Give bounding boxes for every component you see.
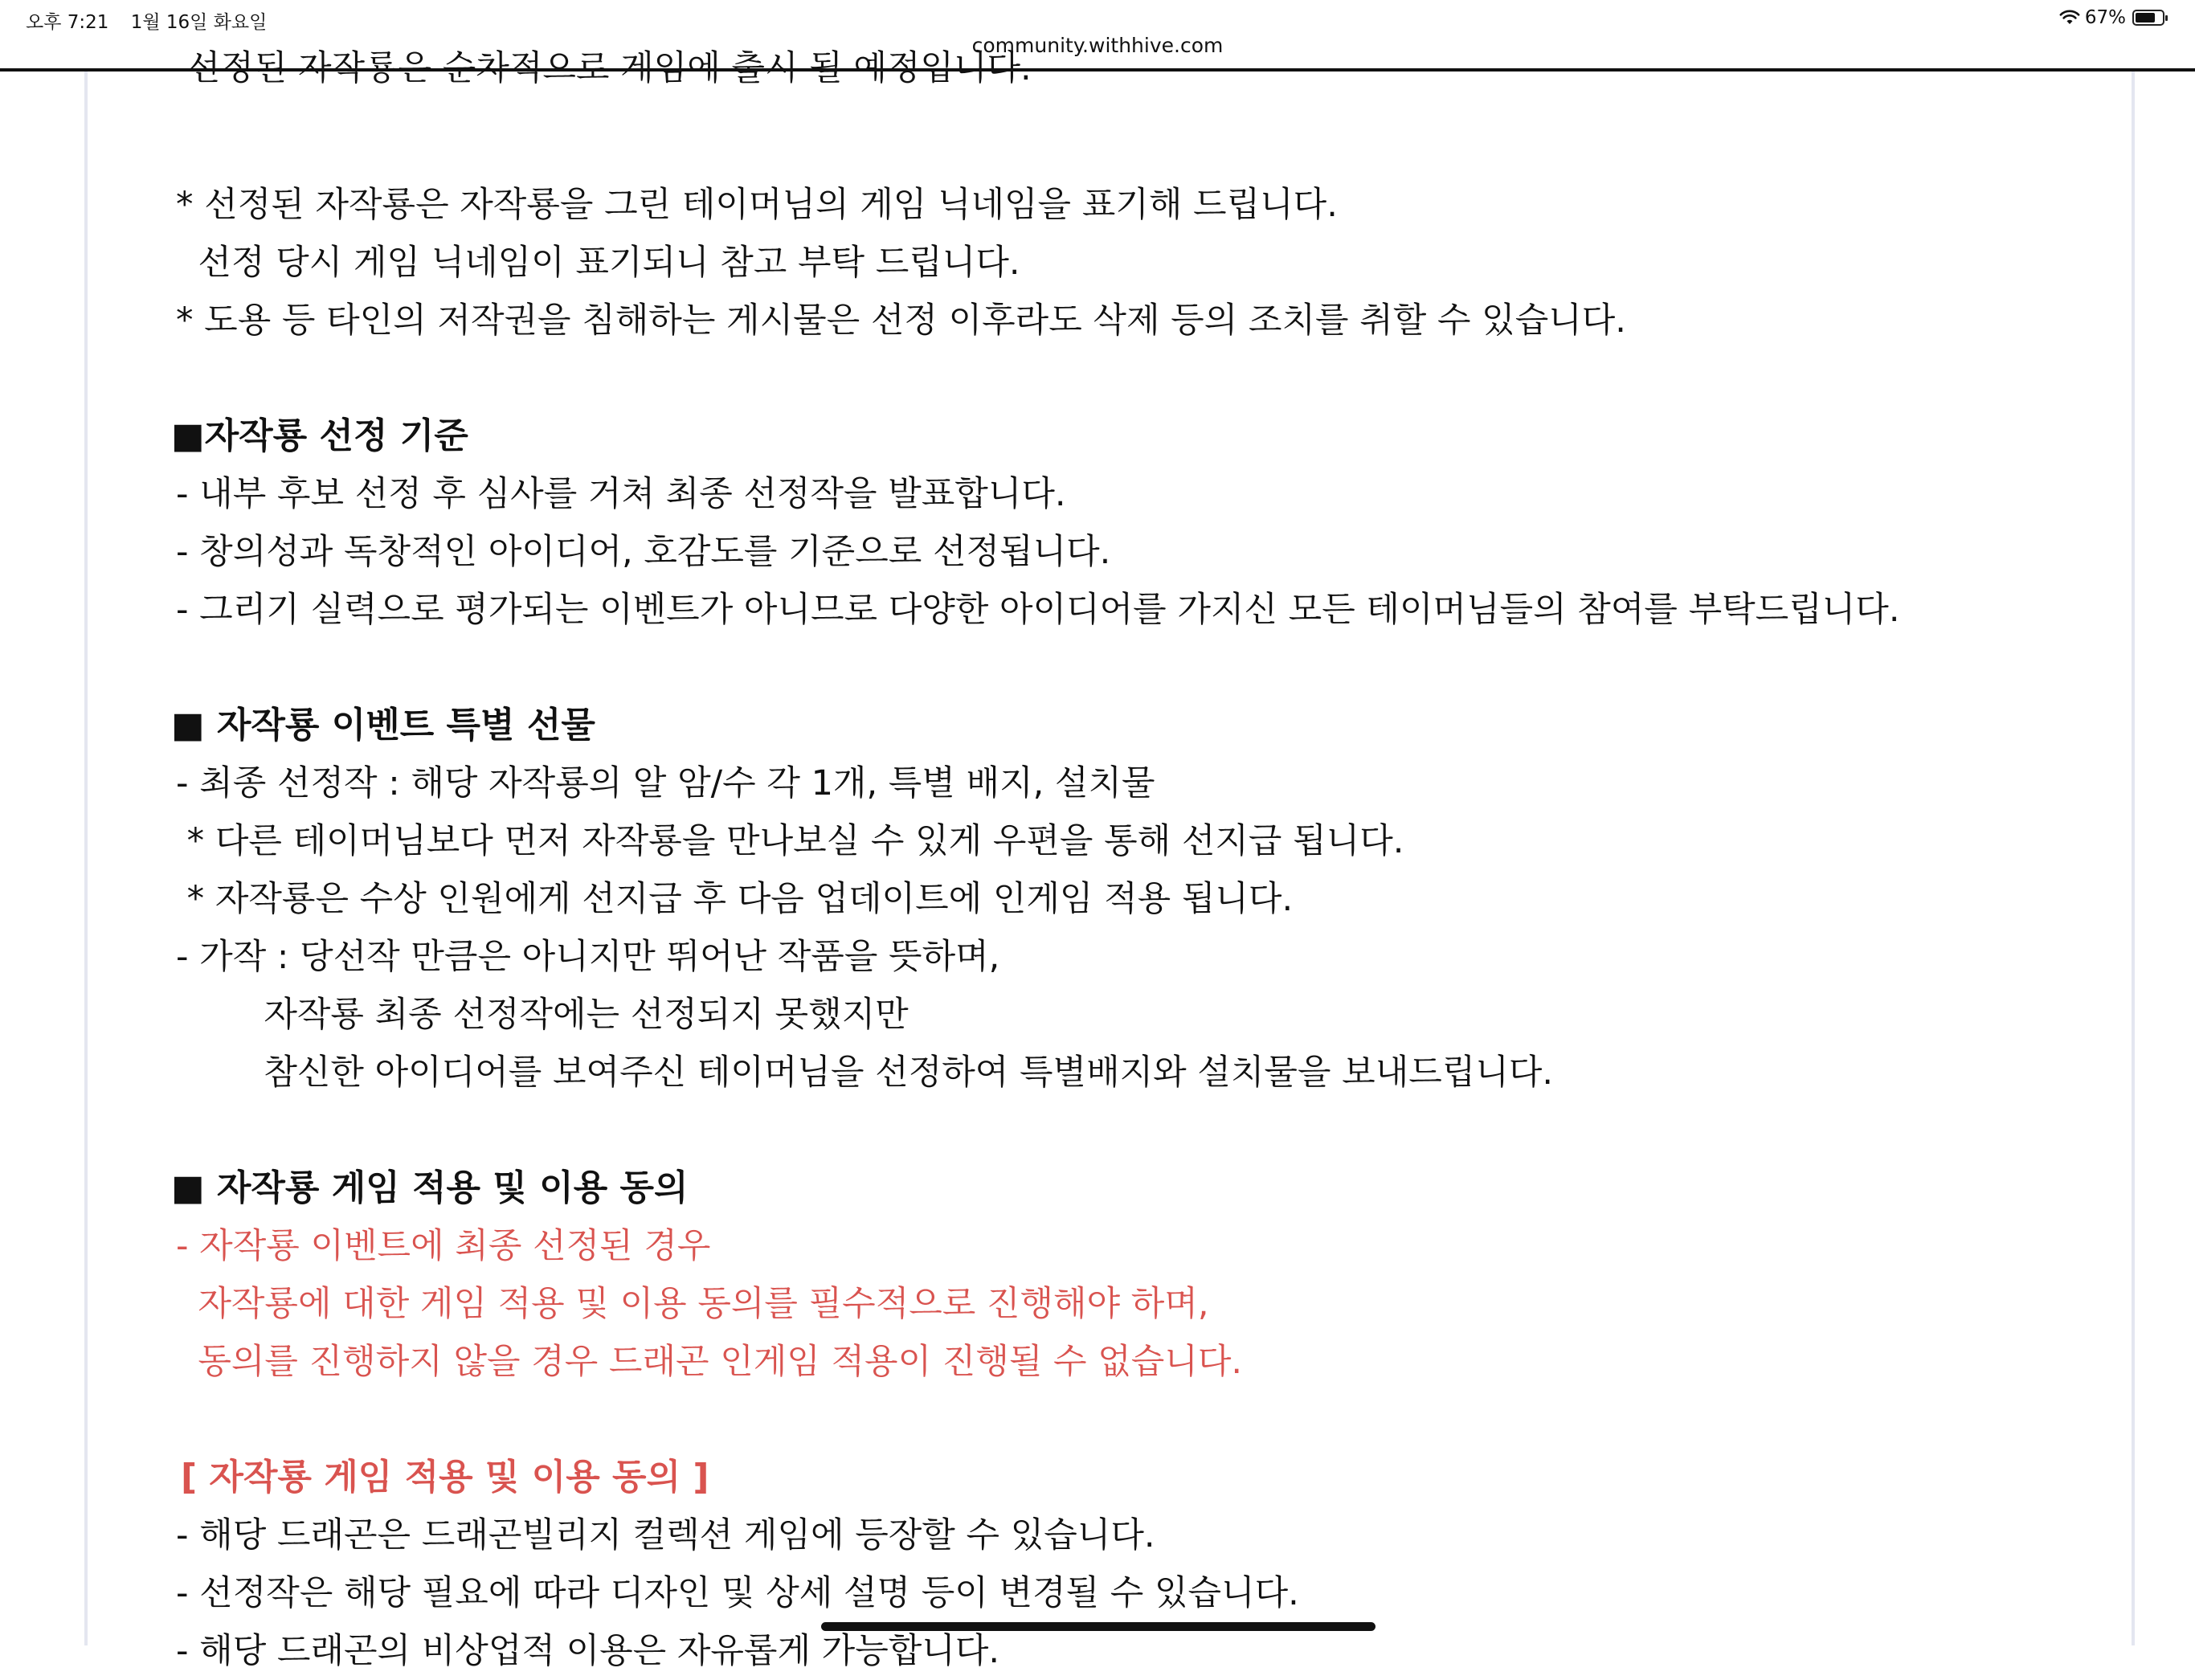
gift-item: - 가작 : 당선작 만큼은 아니지만 뛰어난 작품을 뜻하며, <box>176 937 1000 977</box>
note-line: * 선정된 자작룡은 자작룡을 그린 테이머님의 게임 닉네임을 표기해 드립니다. <box>176 185 1338 225</box>
consent-item: - 선정작은 해당 필요에 따라 디자인 및 상세 설명 등이 변경될 수 있습니다. <box>176 1573 1299 1613</box>
content-frame[interactable] <box>84 48 2135 1671</box>
consent-item: - 해당 드래곤은 드래곤빌리지 컬렉션 게임에 등장할 수 있습니다. <box>176 1515 1155 1555</box>
gift-item: * 다른 테이머님보다 먼저 자작룡을 만나보실 수 있게 우편을 통해 선지급 됩니다. <box>176 821 1404 861</box>
wifi-icon <box>2059 10 2080 26</box>
criteria-item: - 내부 후보 선정 후 심사를 거쳐 최종 선정작을 발표합니다. <box>176 474 1066 514</box>
criteria-item: - 그리기 실력으로 평가되는 이벤트가 아니므로 다양한 아이디어를 가지신 모든 테이머님들의 참여를 부탁드립니다. <box>176 590 1900 630</box>
clipped-notice-line: 선정된 자작룡은 순차적으로 게임에 출시 될 예정입니다. <box>176 48 1032 88</box>
home-indicator[interactable] <box>821 1622 1375 1631</box>
battery-icon <box>2132 10 2164 26</box>
gift-item: - 최종 선정작 : 해당 자작룡의 알 암/수 각 1개, 특별 배지, 설치물 <box>176 763 1155 803</box>
note-line: 선정 당시 게임 닉네임이 표기되니 참고 부탁 드립니다. <box>176 243 1020 283</box>
gift-item: * 자작룡은 수상 인원에게 선지급 후 다음 업데이트에 인게임 적용 됩니다. <box>176 879 1294 919</box>
article-body <box>88 48 2132 1671</box>
consent-warning-line: - 자작룡 이벤트에 최종 선정된 경우 <box>176 1226 711 1266</box>
url-text: community.withhive.com <box>971 34 1224 57</box>
criteria-item: - 창의성과 독창적인 아이디어, 호감도를 기준으로 선정됩니다. <box>176 532 1111 572</box>
status-time: 오후 7:21 <box>26 12 109 33</box>
status-left <box>26 7 283 34</box>
consent-subheading: [ 자작룡 게임 적용 및 이용 동의 ] <box>181 1457 709 1498</box>
gift-item: 자작룡 최종 선정작에는 선정되지 못했지만 <box>176 995 909 1035</box>
consent-heading: ■ 자작룡 게임 적용 및 이용 동의 <box>171 1167 689 1208</box>
consent-item: - 해당 드래곤의 비상업적 이용은 자유롭게 가능합니다. <box>176 1631 1000 1671</box>
consent-warning-line: 동의를 진행하지 않을 경우 드래곤 인게임 적용이 진행될 수 없습니다. <box>176 1342 1243 1382</box>
consent-warning-line: 자작룡에 대한 게임 적용 및 이용 동의를 필수적으로 진행해야 하며, <box>176 1284 1209 1324</box>
note-line: * 도용 등 타인의 저작권을 침해하는 게시물은 선정 이후라도 삭제 등의 조치를 취할 수 있습니다. <box>176 300 1626 341</box>
battery-percent: 67% <box>2084 7 2126 28</box>
status-right <box>2059 7 2164 28</box>
gift-item: 참신한 아이디어를 보여주신 테이머님을 선정하여 특별배지와 설치물을 보내드립니다. <box>176 1053 1554 1093</box>
criteria-heading: ■자작룡 선정 기준 <box>171 415 468 456</box>
gifts-heading: ■ 자작룡 이벤트 특별 선물 <box>171 705 595 746</box>
status-date: 1월 16일 화요일 <box>130 12 268 33</box>
